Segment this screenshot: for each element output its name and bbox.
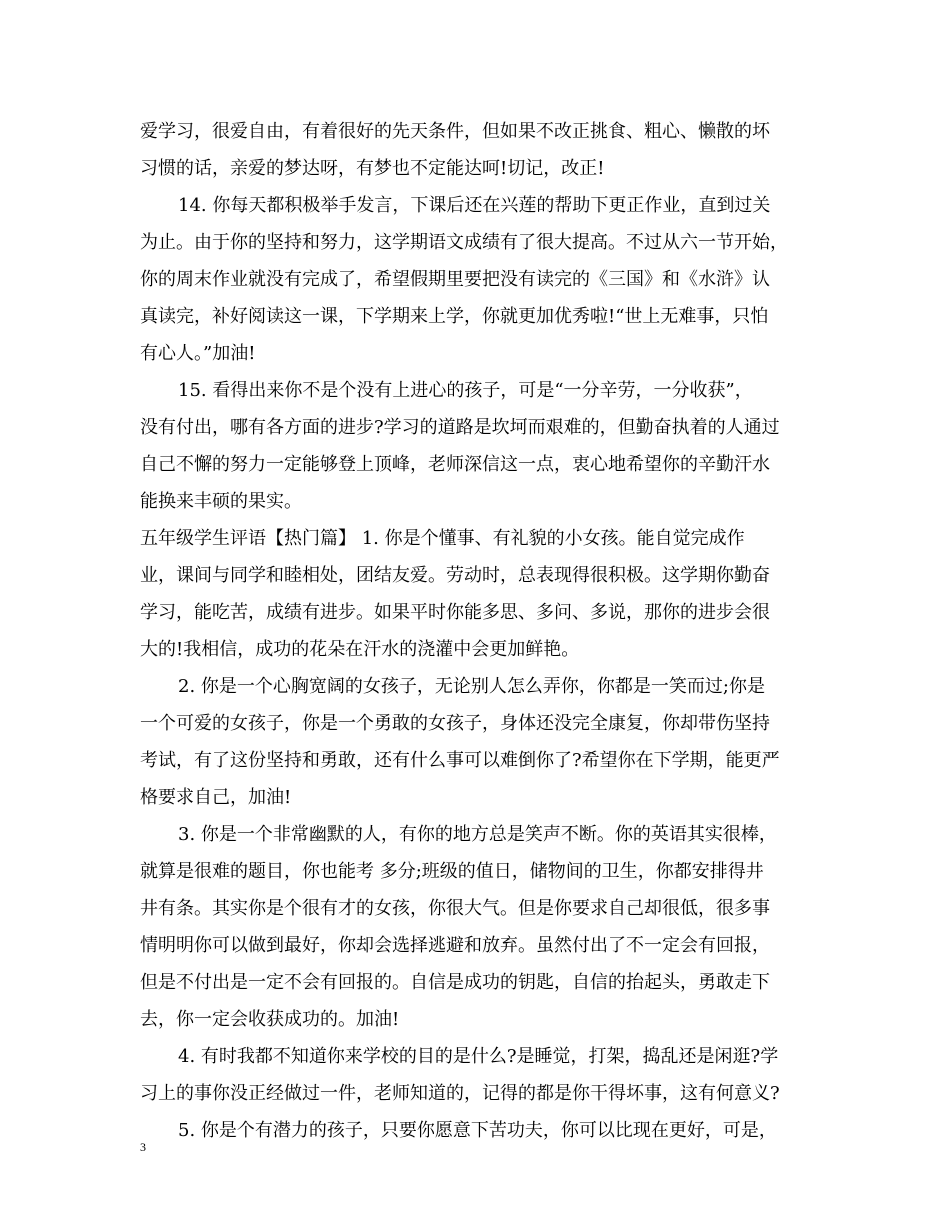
text-line: 为止。由于你的坚持和努力，这学期语文成绩有了很大提高。不过从六一节开始， <box>140 232 788 253</box>
text-line: 习惯的话，亲爱的梦达呀，有梦也不定能达呵!切记，改正! <box>140 158 605 179</box>
text-line: 去，你一定会收获成功的。加油! <box>140 1009 400 1030</box>
text-line: 情明明你可以做到最好，你却会选择逃避和放弃。虽然付出了不一定会有回报， <box>140 935 770 956</box>
paragraph-3-start: 3. 你是一个非常幽默的人，有你的地方总是笑声不断。你的英语其实很棒， <box>178 824 777 845</box>
text-line: 但是不付出是一定不会有回报的。自信是成功的钥匙，自信的抬起头，勇敢走下 <box>140 972 770 993</box>
text-line: 没有付出，哪有各方面的进步?学习的道路是坎坷而艰难的，但勤奋执着的人通过 <box>140 417 780 438</box>
text-line: 有心人。”加油! <box>140 343 256 364</box>
text-line: 真读完，补好阅读这一课，下学期来上学，你就更加优秀啦!“世上无难事，只怕 <box>140 306 769 327</box>
paragraph-14-start: 14. 你每天都积极举手发言，下课后还在兴莲的帮助下更正作业，直到过关 <box>178 195 771 216</box>
paragraph-15-start: 15. 看得出来你不是个没有上进心的孩子，可是“一分辛劳，一分收获”， <box>178 380 753 401</box>
text-line: 能换来丰硕的果实。 <box>140 491 302 512</box>
text-line: 就算是很难的题目，你也能考 多分;班级的值日，储物间的卫生，你都安排得井 <box>140 861 764 882</box>
page-number: 3 <box>140 1140 146 1154</box>
text-line: 爱学习，很爱自由，有着很好的先天条件，但如果不改正挑食、粗心、懒散的坏 <box>140 121 770 142</box>
text-line: 学习，能吃苦，成绩有进步。如果平时你能多思、多问、多说，那你的进步会很 <box>140 602 770 623</box>
document-body <box>140 113 812 1149</box>
text-line: 大的!我相信，成功的花朵在汗水的浇灌中会更加鲜艳。 <box>140 639 580 660</box>
text-line: 你的周末作业就没有完成了，希望假期里要把没有读完的《三国》和《水浒》认 <box>140 269 770 290</box>
text-line: 业，课间与同学和睦相处，团结友爱。劳动时，总表现得很积极。这学期你勤奋 <box>140 565 770 586</box>
text-line: 自己不懈的努力一定能够登上顶峰，老师深信这一点，衷心地希望你的辛勤汗水 <box>140 454 770 475</box>
paragraph-2-start: 2. 你是一个心胸宽阔的女孩子，无论别人怎么弄你，你都是一笑而过;你是 <box>178 676 765 697</box>
paragraph-4-start: 4. 有时我都不知道你来学校的目的是什么?是睡觉，打架，捣乱还是闲逛?学 <box>178 1046 779 1067</box>
paragraph-5-start: 5. 你是个有潜力的孩子，只要你愿意下苦功夫，你可以比现在更好，可是， <box>178 1120 777 1141</box>
text-line: 井有条。其实你是个很有才的女孩，你很大气。但是你要求自己却很低，很多事 <box>140 898 770 919</box>
text-line: 格要求自己，加油! <box>140 787 292 808</box>
text-line: 考试，有了这份坚持和勇敢，还有什么事可以难倒你了?希望你在下学期，能更严 <box>140 750 780 771</box>
section-heading-line: 五年级学生评语【热门篇】 1. 你是个懂事、有礼貌的小女孩。能自觉完成作 <box>140 528 745 549</box>
text-line: 一个可爱的女孩子，你是一个勇敢的女孩子，身体还没完全康复，你却带伤坚持 <box>140 713 770 734</box>
text-line: 习上的事你没正经做过一件，老师知道的，记得的都是你干得坏事，这有何意义? <box>140 1083 780 1104</box>
